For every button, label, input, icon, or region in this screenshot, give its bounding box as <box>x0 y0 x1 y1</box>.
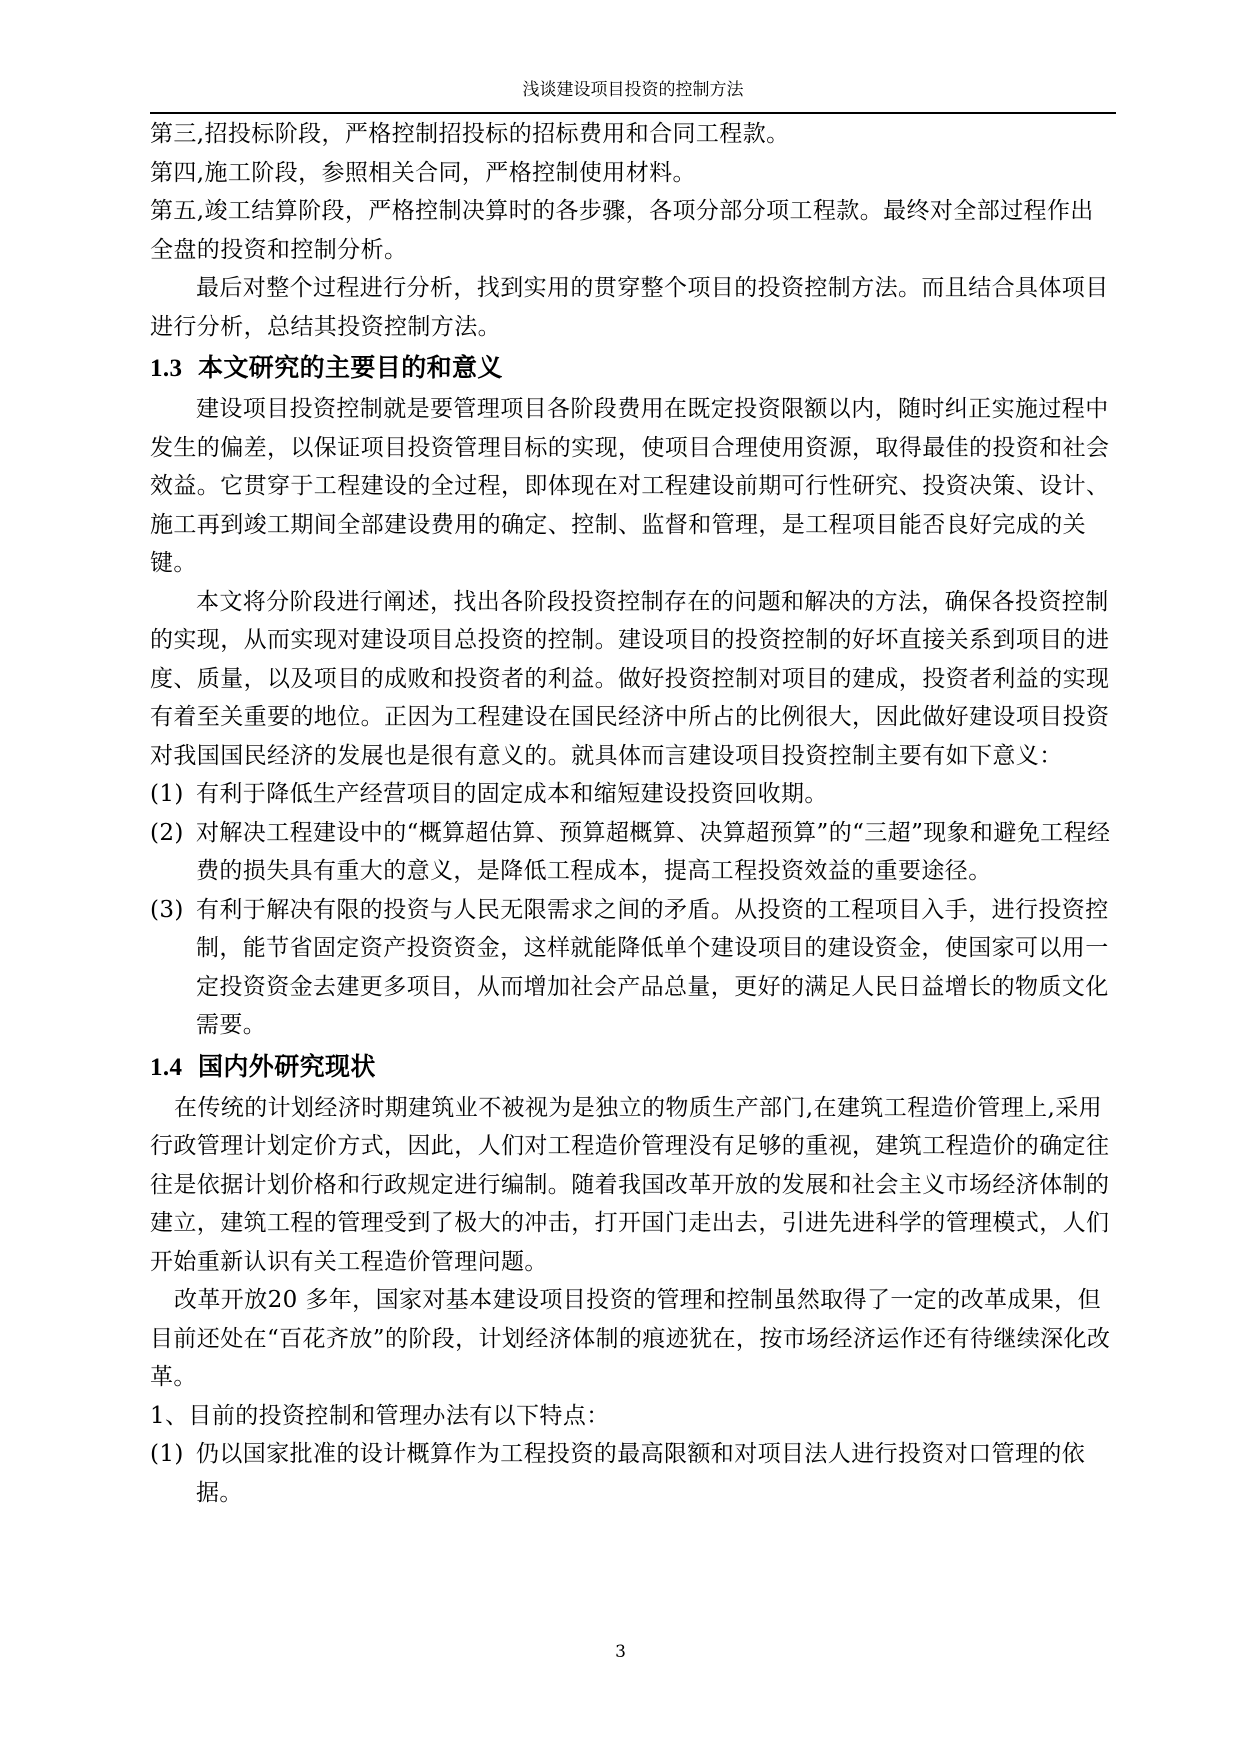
page-body <box>150 115 1116 1512</box>
header-rule <box>150 112 1116 114</box>
running-header: 浅谈建设项目投资的控制方法 <box>522 80 744 100</box>
list-item <box>150 814 1116 891</box>
page-number: 3 <box>615 1642 626 1662</box>
section-number: 1.4 <box>150 1053 183 1081</box>
paragraph: 建设项目投资控制就是要管理项目各阶段费用在既定投资限额以内，随时纠正实施过程中发生的偏差，以保证项目投资管理目标的实现，使项目合理使用资源，取得最佳的投资和社会效益。它贯穿于工程建设的全过程，即体现在对工程建设前期可行性研究、投资决策、设计、施工再到竣工期间全部建设费用的确定、控制、监督和管理，是工程项目能否良好完成的关键。 <box>150 396 1110 576</box>
paragraph: 第五,竣工结算阶段，严格控制决算时的各步骤，各项分部分项工程款。最终对全部过程作出全盘的投资和控制分析。 <box>150 198 1094 263</box>
section-title: 本文研究的主要目的和意义 <box>198 355 503 382</box>
list-item <box>150 891 1116 1045</box>
paragraph: 最后对整个过程进行分析，找到实用的贯穿整个项目的投资控制方法。而且结合具体项目进行分析，总结其投资控制方法。 <box>150 275 1109 340</box>
list-marker: (1) <box>150 781 184 807</box>
section-number: 1.3 <box>150 355 183 382</box>
paragraph: 第四,施工阶段，参照相关合同，严格控制使用材料。 <box>150 159 696 186</box>
paragraph: 在传统的计划经济时期建筑业不被视为是独立的物质生产部门,在建筑工程造价管理上,采用行政管理计划定价方式，因此，人们对工程造价管理没有足够的重视，建筑工程造价的确定往往是依据计划价格和行政规定进行编制。随着我国改革开放的发展和社会主义市场经济体制的建立，建筑工程的管理受到了极大的冲击，打开国门走出去，引进先进科学的管理模式，人们开始重新认识有关工程造价管理问题。 <box>150 1094 1110 1275</box>
paragraph: 改革开放20 多年，国家对基本建设项目投资的管理和控制虽然取得了一定的改革成果，但目前还处在“百花齐放”的阶段，计划经济体制的痕迹犹在，按市场经济运作还有待继续深化改革。 <box>150 1287 1111 1390</box>
list-item <box>150 1435 1116 1512</box>
list-marker: (3) <box>150 896 184 923</box>
list-marker: (1) <box>150 1441 184 1467</box>
section-heading-1-3 <box>150 346 1116 390</box>
list-item-text: 对解决工程建设中的“概算超估算、预算超概算、决算超预算”的“三超”现象和避免工程经费的损失具有重大的意义，是降低工程成本，提高工程投资效益的重要途径。 <box>196 819 1111 884</box>
subheading: 1、目前的投资控制和管理办法有以下特点： <box>150 1402 610 1429</box>
paragraph: 第三,招投标阶段，严格控制招投标的招标费用和合同工程款。 <box>150 121 790 147</box>
list-item-text: 有利于解决有限的投资与人民无限需求之间的矛盾。从投资的工程项目入手，进行投资控制，能节省固定资产投资资金，这样就能降低单个建设项目的建设资金，使国家可以用一定投资资金去建更多项目，从而增加社会产品总量，更好的满足人民日益增长的物质文化需要。 <box>196 896 1109 1038</box>
list-marker: (2) <box>150 819 184 846</box>
paragraph: 本文将分阶段进行阐述，找出各阶段投资控制存在的问题和解决的方法，确保各投资控制的实现，从而实现对建设项目总投资的控制。建设项目的投资控制的好坏直接关系到项目的进度、质量，以及项目的成败和投资者的利益。做好投资控制对项目的建成，投资者利益的实现有着至关重要的地位。正因为工程建设在国民经济中所占的比例很大，因此做好建设项目投资对我国国民经济的发展也是很有意义的。就具体而言建设项目投资控制主要有如下意义： <box>150 588 1110 769</box>
list-item-text: 有利于降低生产经营项目的固定成本和缩短建设投资回收期。 <box>196 781 828 807</box>
section-title: 国内外研究现状 <box>198 1053 376 1081</box>
list-item-text: 仍以国家批准的设计概算作为工程投资的最高限额和对项目法人进行投资对口管理的依据。 <box>196 1441 1086 1506</box>
list-item <box>150 775 1116 814</box>
section-heading-1-4 <box>150 1045 1116 1089</box>
